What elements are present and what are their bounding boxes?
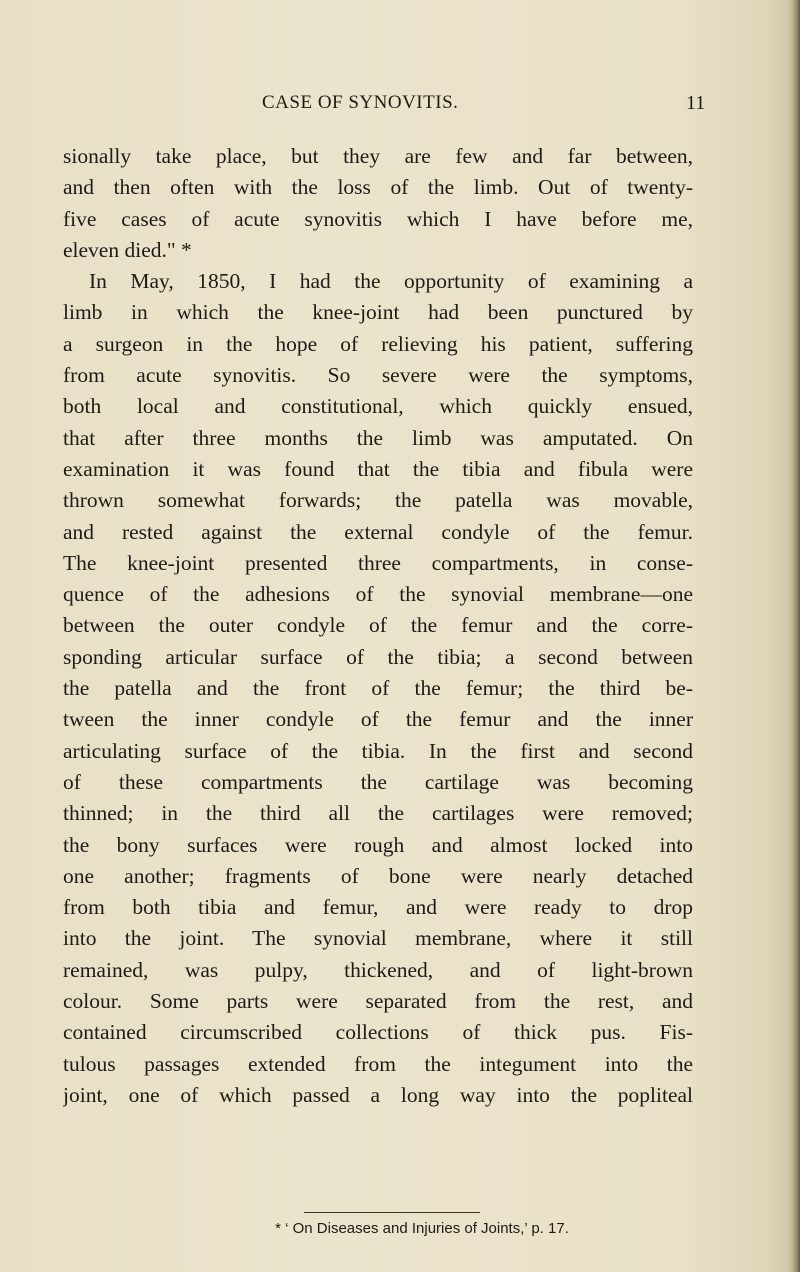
text-line: from acute synovitis. So severe were the symptoms, xyxy=(63,363,693,388)
text-line: remained, was pulpy, thickened, and of light-brown xyxy=(63,957,693,982)
page-edge xyxy=(786,0,800,1272)
running-title: CASE OF SYNOVITIS. xyxy=(262,92,459,113)
text-line: examination it was found that the tibia and fibula were xyxy=(63,456,693,481)
text-line: quence of the adhesions of the synovial membrane—one xyxy=(63,582,693,607)
footnote xyxy=(0,1220,800,1237)
text-line: thinned; in the third all the cartilages were removed; xyxy=(63,801,693,826)
page-number: 11 xyxy=(686,92,706,114)
text-line: articulating surface of the tibia. In the first and second xyxy=(63,738,693,763)
body-text xyxy=(63,141,693,1111)
footnote-text: * ‘ On Diseases and Injuries of Joints,’ p. 17. xyxy=(275,1220,569,1237)
text-line: the bony surfaces were rough and almost locked into xyxy=(63,832,693,857)
text-line: The knee-joint presented three compartments, in conse- xyxy=(63,550,693,575)
text-line: sionally take place, but they are few and far between, xyxy=(63,144,693,168)
footnote-rule xyxy=(304,1212,480,1213)
text-line: into the joint. The synovial membrane, where it still xyxy=(63,926,693,951)
text-line: that after three months the limb was amputated. On xyxy=(63,425,693,450)
text-line: colour. Some parts were separated from the rest, and xyxy=(63,989,693,1014)
text-line: In May, 1850, I had the opportunity of examining a xyxy=(89,269,693,294)
text-line: joint, one of which passed a long way into the popliteal xyxy=(63,1082,693,1107)
text-line: sponding articular surface of the tibia; a second between xyxy=(63,644,693,669)
text-line: thrown somewhat forwards; the patella was movable, xyxy=(63,488,693,513)
text-line: tween the inner condyle of the femur and the inner xyxy=(63,707,693,732)
text-line: from both tibia and femur, and were ready to drop xyxy=(63,895,693,920)
text-line: and then often with the loss of the limb. Out of twenty- xyxy=(63,175,693,200)
text-line: limb in which the knee-joint had been punctured by xyxy=(63,300,693,325)
text-line: and rested against the external condyle of the femur. xyxy=(63,519,693,544)
text-line: tulous passages extended from the integument into the xyxy=(63,1051,693,1076)
text-line: five cases of acute synovitis which I have before me, xyxy=(63,206,693,231)
text-line: contained circumscribed collections of thick pus. Fis- xyxy=(63,1020,693,1045)
text-line: one another; fragments of bone were nearly detached xyxy=(63,863,693,888)
text-line: the patella and the front of the femur; the third be- xyxy=(63,676,693,701)
text-line: of these compartments the cartilage was becoming xyxy=(63,769,693,794)
text-line: between the outer condyle of the femur and the corre- xyxy=(63,613,693,638)
text-line: both local and constitutional, which quickly ensued, xyxy=(63,394,693,419)
text-line: a surgeon in the hope of relieving his patient, suffering xyxy=(63,331,693,356)
page-header xyxy=(0,92,800,122)
text-line: eleven died." * xyxy=(63,237,192,262)
